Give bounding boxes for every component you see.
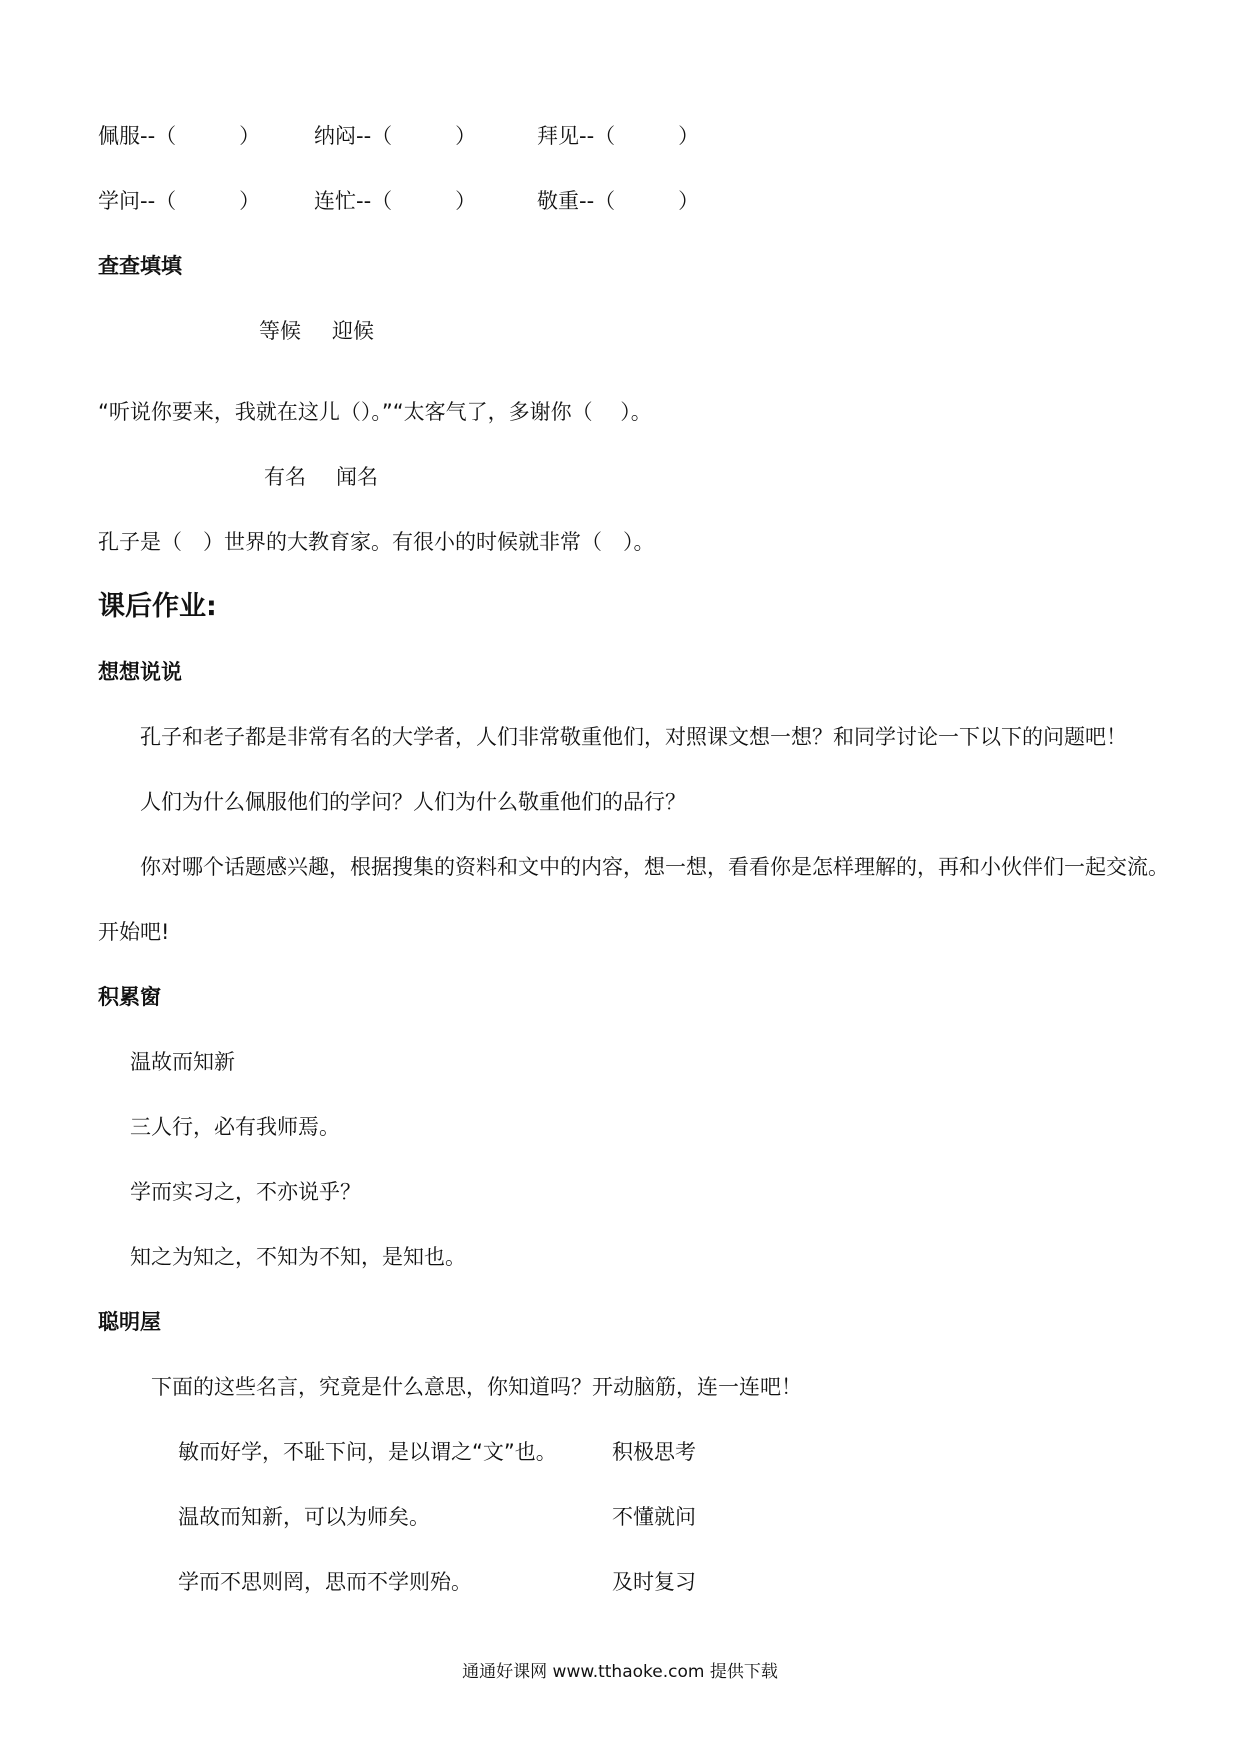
quote-item: 敏而好学，不耻下问，是以谓之“文”也。: [178, 1440, 557, 1464]
proverb-item: 学而实习之，不亦说乎？: [130, 1180, 361, 1204]
section-title-accumulate: 积累窗: [98, 985, 161, 1009]
word-choice: 等候: [259, 319, 301, 343]
section-title-think: 想想说说: [98, 660, 182, 684]
word-choice: 有名: [264, 465, 306, 489]
section-title-smart: 聪明屋: [98, 1310, 161, 1334]
section-title-fill: 查查填填: [98, 254, 182, 278]
quote-item: 学而不思则罔，思而不学则殆。: [178, 1570, 472, 1594]
fill-sentence: 孔子是（ ）世界的大教育家。有很小的时候就非常（ ）。: [98, 530, 655, 554]
homework-heading: 课后作业:: [98, 591, 217, 622]
vocab-item: 敬重--（ ）: [537, 189, 700, 213]
meaning-item: 不懂就问: [612, 1505, 696, 1529]
smart-intro: 下面的这些名言，究竟是什么意思，你知道吗？开动脑筋，连一连吧！: [151, 1375, 802, 1399]
fill-sentence: “听说你要来，我就在这儿（）。”“太客气了，多谢你（ ）。: [98, 400, 652, 424]
proverb-item: 知之为知之，不知为不知，是知也。: [130, 1245, 466, 1269]
think-paragraph: 开始吧!: [98, 920, 170, 944]
think-paragraph: 你对哪个话题感兴趣，根据搜集的资料和文中的内容，想一想，看看你是怎样理解的，再和小伙伴们一起交流。: [140, 855, 1169, 879]
vocab-item: 拜见--（ ）: [537, 124, 700, 148]
word-choice: 迎候: [332, 319, 374, 343]
vocab-item: 学问--（ ）: [98, 189, 261, 213]
page-footer: 通通好课网 www.tthaoke.com 提供下载: [462, 1662, 778, 1682]
vocab-item: 纳闷--（ ）: [314, 124, 477, 148]
think-paragraph: 人们为什么佩服他们的学问？人们为什么敬重他们的品行？: [140, 790, 686, 814]
proverb-item: 温故而知新: [130, 1050, 235, 1074]
proverb-item: 三人行，必有我师焉。: [130, 1115, 340, 1139]
quote-item: 温故而知新，可以为师矣。: [178, 1505, 430, 1529]
meaning-item: 及时复习: [612, 1570, 696, 1594]
meaning-item: 积极思考: [612, 1440, 696, 1464]
word-choice: 闻名: [336, 465, 378, 489]
vocab-item: 连忙--（ ）: [314, 189, 477, 213]
vocab-item: 佩服--（ ）: [98, 124, 261, 148]
think-paragraph: 孔子和老子都是非常有名的大学者，人们非常敬重他们，对照课文想一想？和同学讨论一下以下的问题吧！: [140, 725, 1127, 749]
